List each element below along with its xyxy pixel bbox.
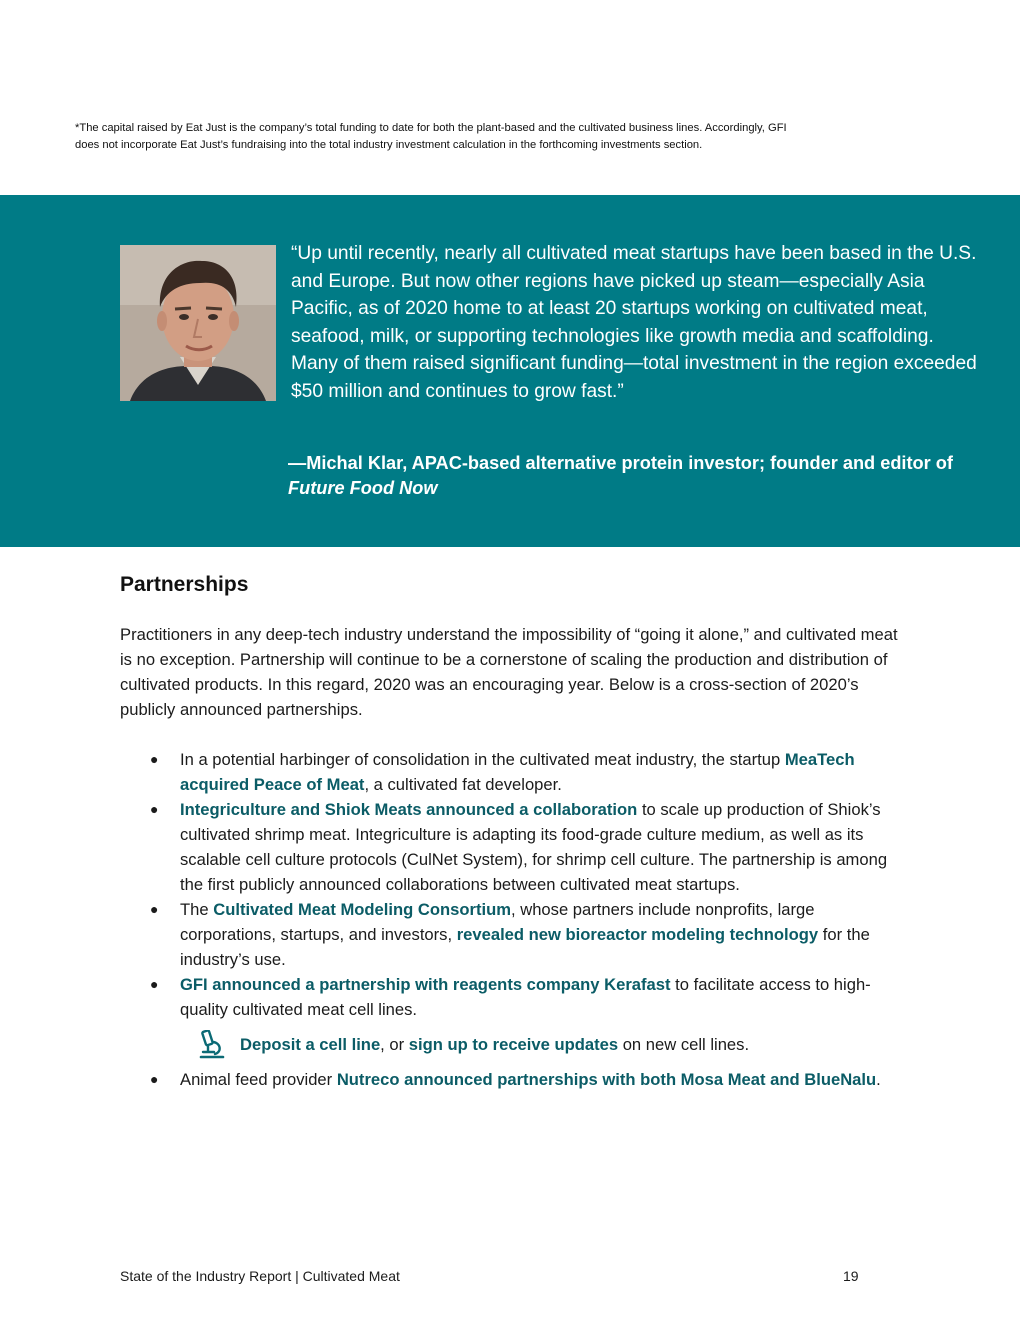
quote-text: “Up until recently, nearly all cultivated meat startups have been based in the U.S. and Europe. But now other regions have picked up steam—especially Asia Pacific, as of 2020 home to at least 20 startups working on cultivated meat, seafood, milk, or supporting technologies like growth media and scaffolding. Many of them raised significant funding—total investment in the region exceeded $50 million and continues to grow fast.” — [291, 243, 977, 402]
cell-line-callout — [120, 1032, 910, 1057]
quote-attribution — [288, 451, 968, 500]
link-nutreco-partnerships[interactable]: Nutreco announced partnerships with both Mosa Meat and BlueNalu — [336, 1070, 877, 1089]
list-item — [120, 797, 910, 897]
partnerships-list — [120, 747, 910, 1022]
list-item — [120, 747, 910, 797]
partnerships-list-continued — [120, 1067, 910, 1092]
link-modeling-consortium[interactable]: Cultivated Meat Modeling Consortium — [213, 900, 511, 919]
quote-band — [0, 195, 1020, 547]
item-text: . — [876, 1070, 881, 1089]
portrait-illustration — [120, 245, 276, 401]
bullet-dot: ● — [150, 901, 159, 917]
partnerships-section — [120, 570, 910, 1092]
portrait-photo — [120, 245, 276, 401]
list-item — [120, 897, 910, 972]
bullet-dot: ● — [150, 801, 159, 817]
link-sign-up-updates[interactable]: sign up to receive updates — [408, 1035, 619, 1054]
microscope-icon — [195, 1030, 227, 1060]
intro-paragraph: Practitioners in any deep-tech industry understand the impossibility of “going it alone,” and cultivated meat is no exception. Partnership will continue to be a cornerstone of scaling the production and distribution of cultivated products. In this regard, 2020 was an encouraging year. Below is a cross-section of 2020’s publicly announced partnerships. — [120, 625, 898, 719]
link-bioreactor-modeling[interactable]: revealed new bioreactor modeling technology — [456, 925, 819, 944]
callout-text: on new cell lines. — [618, 1035, 750, 1054]
link-gfi-kerafast[interactable]: GFI announced a partnership with reagents company Kerafast — [180, 975, 671, 994]
link-meatech-peace-of-meat[interactable]: MeaTech acquired Peace of Meat — [180, 750, 855, 794]
item-text: In a potential harbinger of consolidation in the cultivated meat industry, the startup — [180, 750, 785, 769]
bullet-dot: ● — [150, 1071, 159, 1087]
link-deposit-cell-line[interactable]: Deposit a cell line — [240, 1035, 381, 1054]
item-text: Animal feed provider — [180, 1070, 337, 1089]
footnote-line-2: does not incorporate Eat Just’s fundraising into the total industry investment calculation in the forthcoming investments section. — [75, 138, 703, 151]
attribution-name: —Michal Klar, APAC-based alternative protein investor; founder and editor of — [288, 453, 953, 473]
attribution-publication: Future Food Now — [288, 477, 438, 498]
bullet-dot: ● — [150, 751, 159, 767]
footer-title: State of the Industry Report | Cultivated Meat — [120, 1268, 400, 1284]
item-text: to scale up production of Shiok’s cultivated shrimp meat. Integriculture is adapting its food-grade culture medium, as well as its scalable cell culture protocols (CulNet System), for shrimp cell culture. The partnership is among the first publicly announced collaborations between cultivated meat startups. — [180, 800, 888, 894]
link-integriculture-shiok[interactable]: Integriculture and Shiok Meats announced a collaboration — [180, 800, 638, 819]
callout-text: , or — [380, 1035, 409, 1054]
item-text: The — [180, 900, 214, 919]
item-text: to facilitate access to high-quality cultivated meat cell lines. — [180, 975, 871, 1019]
bullet-dot: ● — [150, 976, 159, 992]
item-text: for the industry’s use. — [180, 925, 870, 969]
section-heading: Partnerships — [120, 573, 249, 596]
list-item — [120, 1067, 910, 1092]
item-text: , whose partners include nonprofits, large corporations, startups, and investors, — [180, 900, 815, 944]
page-number: 19 — [843, 1268, 859, 1284]
footnote — [75, 120, 905, 153]
item-text: , a cultivated fat developer. — [364, 775, 562, 794]
footnote-line-1: *The capital raised by Eat Just is the company’s total funding to date for both the plant-based and the cultivated business lines. Accordingly, GFI — [75, 122, 787, 134]
list-item — [120, 972, 910, 1022]
